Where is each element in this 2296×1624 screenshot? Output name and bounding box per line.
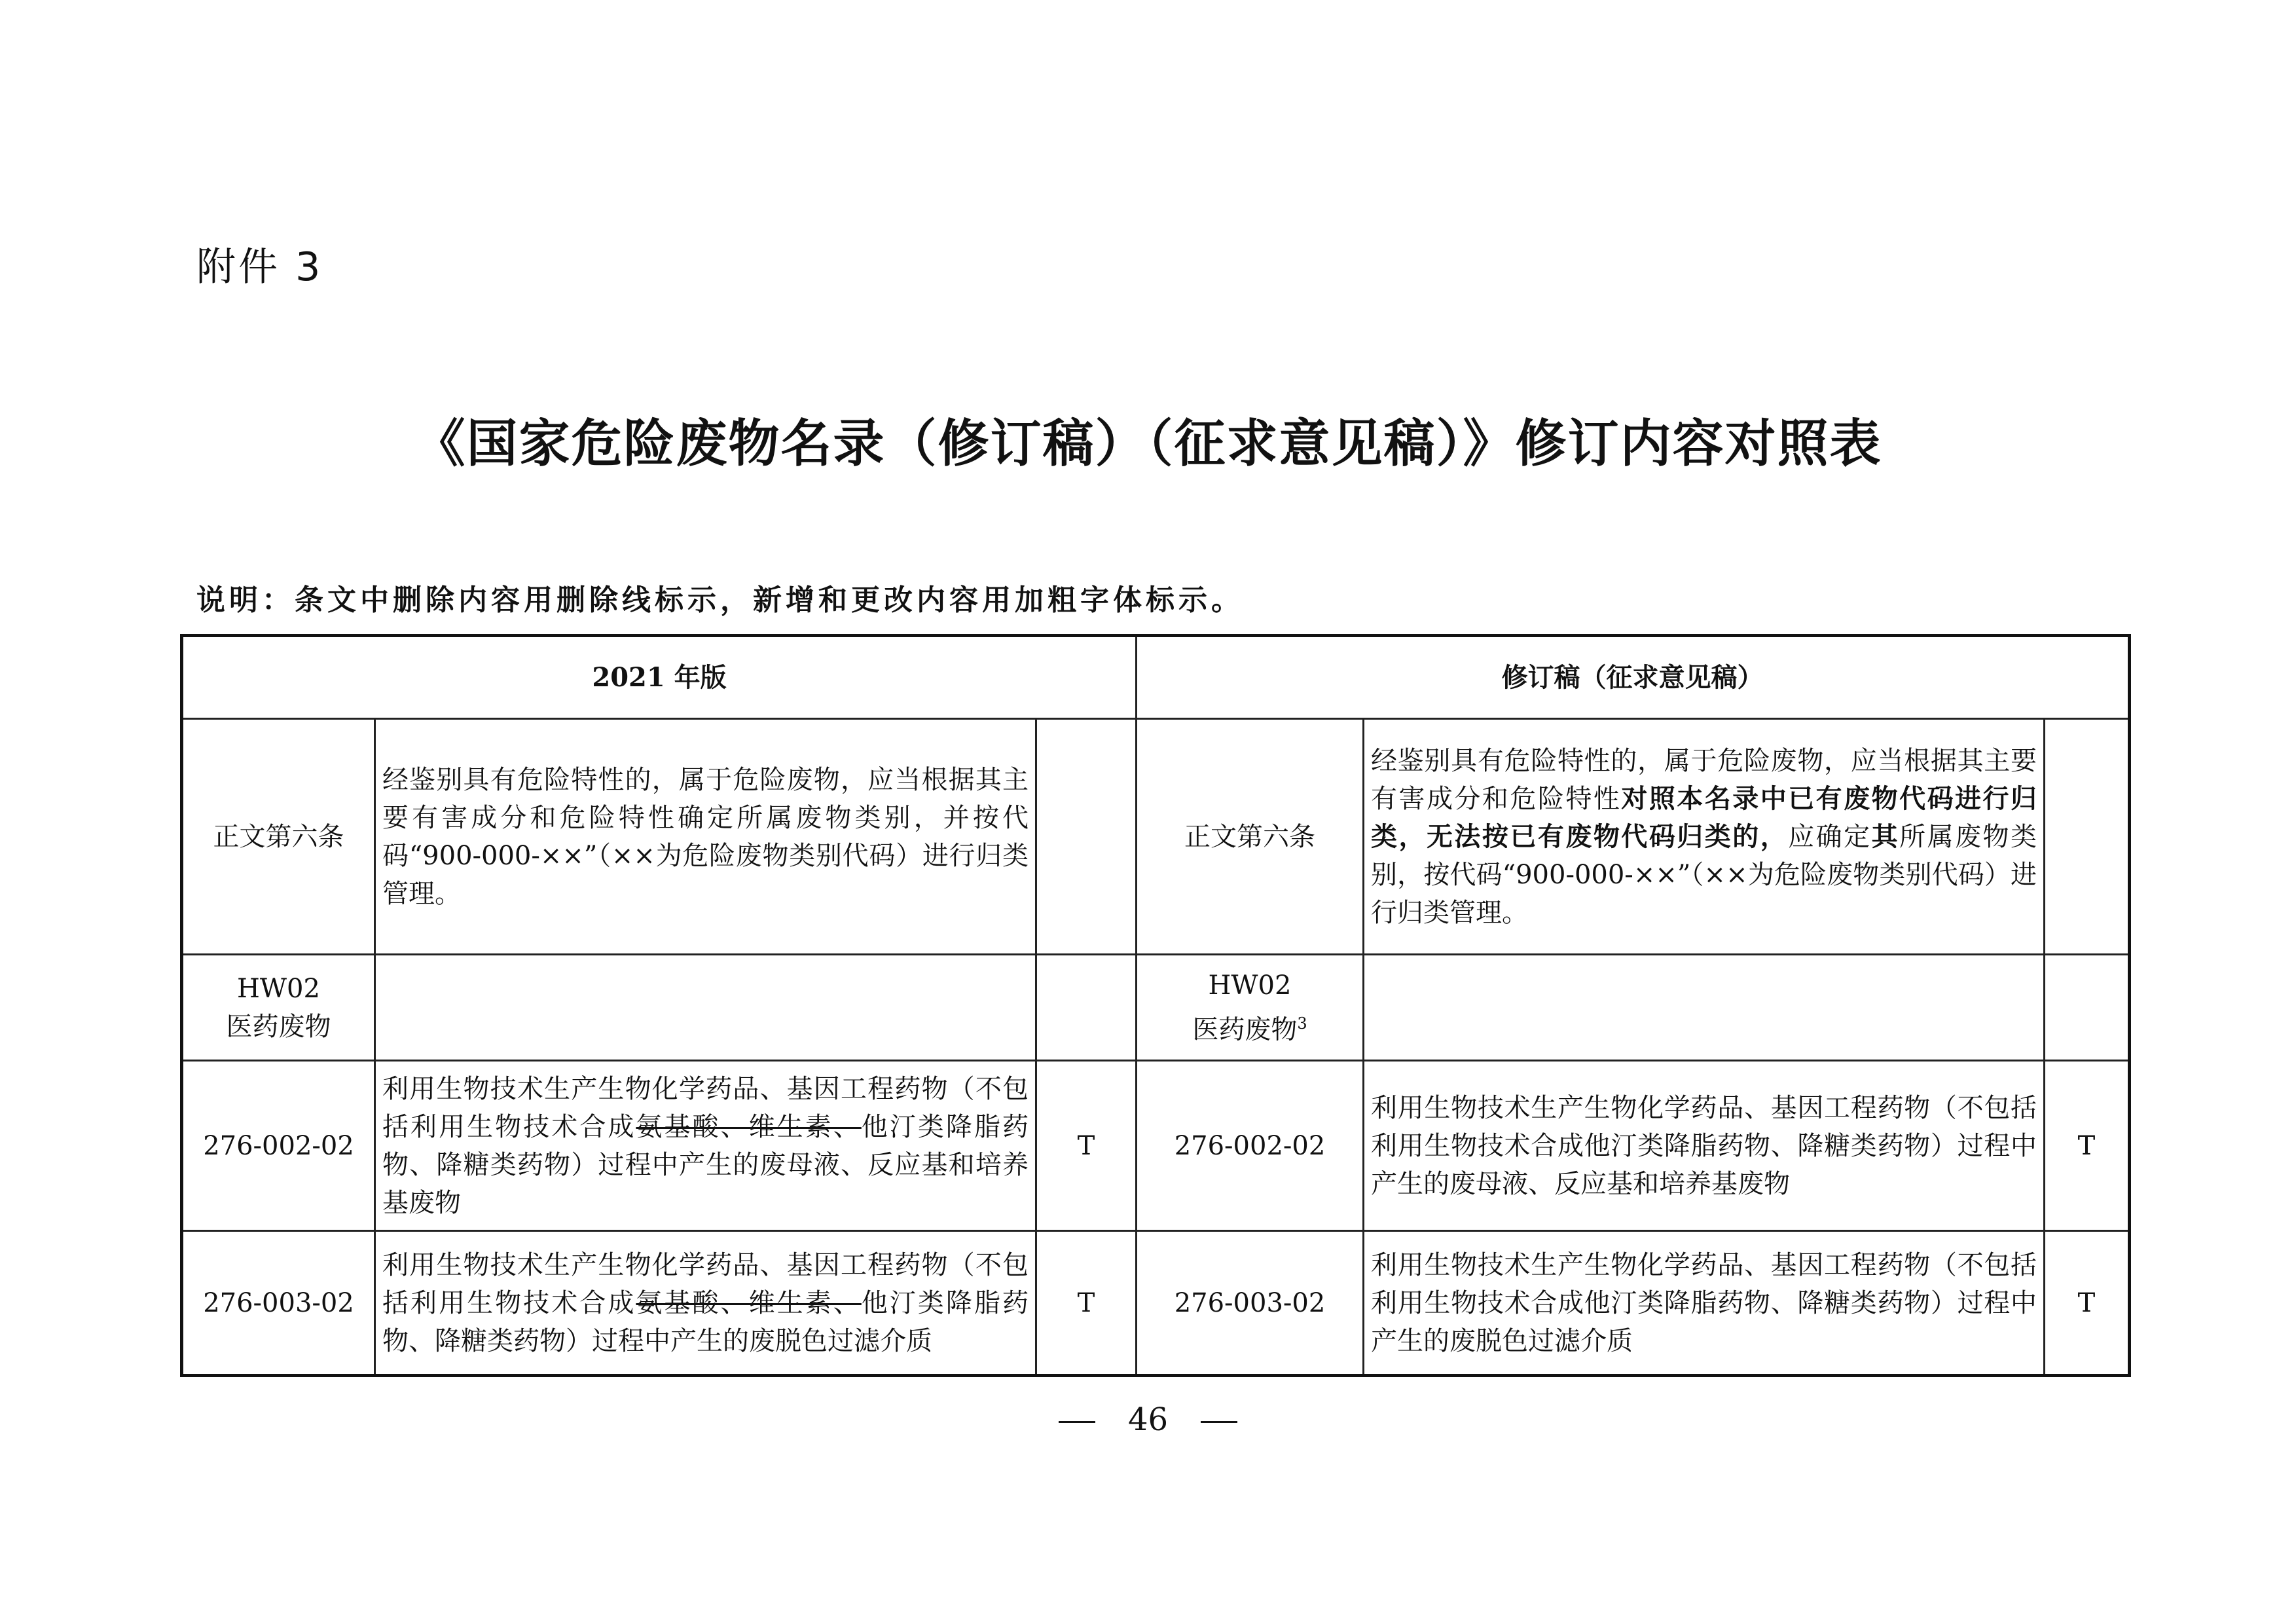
table-row (182, 1231, 2130, 1376)
new-article-label: 正文第六条 (1137, 719, 1364, 955)
old-waste-code: 276-002-02 (182, 1061, 375, 1231)
explanation-note: 说明：条文中删除内容用删除线标示，新增和更改内容用加粗字体标示。 (196, 583, 1244, 617)
document-title: 《国家危险废物名录（修订稿）（征求意见稿）》修订内容对照表 (414, 415, 1882, 473)
new-article-content (1364, 719, 2045, 955)
new-waste-description: 利用生物技术生产生物化学药品、基因工程药物（不包括利用生物技术合成他汀类降脂药物、降糖类药物）过程中产生的废脱色过滤介质 (1364, 1231, 2045, 1376)
new-waste-code: 276-002-02 (1137, 1061, 1364, 1231)
page-number: 46 (1127, 1401, 1169, 1438)
category-name: 医药废物 (226, 1011, 331, 1042)
footnote-marker: 3 (1297, 1014, 1307, 1033)
category-name: 医药废物 (1192, 1014, 1298, 1045)
new-hazard-flag (2045, 955, 2130, 1061)
dash-right (1201, 1421, 1237, 1423)
new-waste-description: 利用生物技术生产生物化学药品、基因工程药物（不包括利用生物技术合成他汀类降脂药物、降糖类药物）过程中产生的废母液、反应基和培养基废物 (1364, 1061, 2045, 1231)
page-footer (0, 1401, 2296, 1438)
category-name-wrap (1144, 1005, 1356, 1048)
table-row (182, 955, 2130, 1061)
new-category-label (1137, 955, 1364, 1061)
old-waste-description (375, 1061, 1036, 1231)
comparison-table (180, 634, 2131, 1377)
header-revised-draft: 修订稿（征求意见稿） (1137, 636, 2130, 719)
unchanged-text: 利用生物技术生产生物化学药品、基因工程药物（不包括利用生物技术合成 (382, 1073, 1029, 1142)
category-code: HW02 (1208, 970, 1292, 1001)
unchanged-text: 经鉴别具有危险特性的，属于危险废物，应当根据其主要有害成分和危险特性 (1371, 745, 2037, 814)
added-text: 对照本名录中已有废物代码进行归类，无法按已有废物代码归类的， (1371, 783, 2037, 852)
new-hazard-flag: T (2045, 1231, 2130, 1376)
dash-left (1059, 1421, 1095, 1423)
old-hazard-flag (1036, 719, 1137, 955)
new-hazard-flag: T (2045, 1061, 2130, 1231)
old-category-content (375, 955, 1036, 1061)
old-article-content: 经鉴别具有危险特性的，属于危险废物，应当根据其主要有害成分和危险特性确定所属废物类别，并按代码“900-000-××”（××为危险废物类别代码）进行归类管理。 (375, 719, 1036, 955)
table-row (182, 1061, 2130, 1231)
new-category-content (1364, 955, 2045, 1061)
header-2021-edition: 2021 年版 (182, 636, 1137, 719)
old-category-label (182, 955, 375, 1061)
old-waste-code: 276-003-02 (182, 1231, 375, 1376)
old-article-label: 正文第六条 (182, 719, 375, 955)
unchanged-text: 他汀类降脂药物、降糖类药物）过程中产生的废脱色过滤介质 (382, 1287, 1029, 1356)
table-row (182, 719, 2130, 955)
attachment-label: 附件 3 (196, 244, 323, 290)
unchanged-text: 他汀类降脂药物、降糖类药物）过程中产生的废母液、反应基和培养基废物 (382, 1111, 1029, 1218)
added-text: 其 (1871, 821, 1900, 852)
new-hazard-flag (2045, 719, 2130, 955)
table-header-row (182, 636, 2130, 719)
old-waste-description (375, 1231, 1036, 1376)
deleted-text: 氨基酸、维生素、 (636, 1287, 862, 1318)
old-hazard-flag: T (1036, 1231, 1137, 1376)
old-hazard-flag: T (1036, 1061, 1137, 1231)
unchanged-text: 应确定 (1788, 821, 1872, 852)
new-waste-code: 276-003-02 (1137, 1231, 1364, 1376)
unchanged-text: 所属废物类别，按代码“900-000-××”（××为危险废物类别代码）进行归类管理。 (1371, 821, 2037, 928)
unchanged-text: 利用生物技术生产生物化学药品、基因工程药物（不包括利用生物技术合成 (382, 1249, 1029, 1318)
old-hazard-flag (1036, 955, 1137, 1061)
deleted-text: 氨基酸、维生素、 (636, 1111, 862, 1142)
category-code: HW02 (237, 973, 320, 1004)
